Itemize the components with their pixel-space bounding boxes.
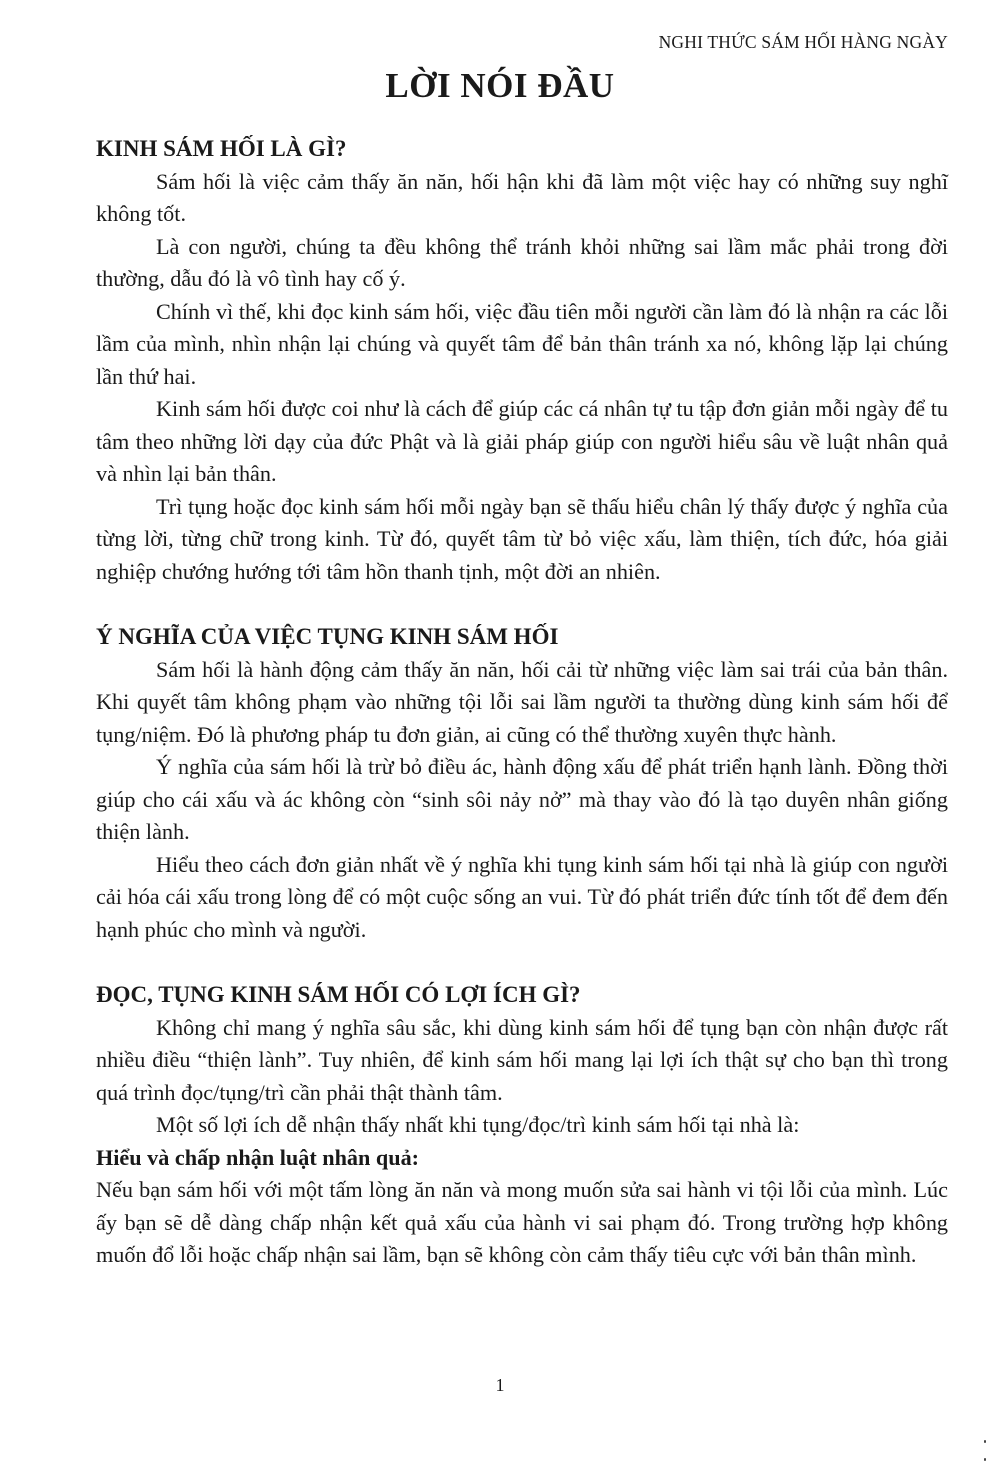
paragraph: Chính vì thế, khi đọc kinh sám hối, việc đầu tiên mỗi người cần làm đó là nhận ra các lỗi lầm của mình, nhìn nhận lại chúng và quyết tâm để bản thân tránh xa nó, không lặp lại chúng lần thứ hai. [96, 298, 948, 389]
section-what-is-repentance-sutra [96, 133, 948, 588]
page-number: 1 [495, 1375, 505, 1395]
section-meaning-of-chanting [96, 621, 948, 946]
scan-mark [984, 1440, 986, 1443]
paragraph: Sám hối là việc cảm thấy ăn năn, hối hận khi đã làm một việc hay có những suy nghĩ không tốt. [96, 168, 948, 226]
paragraph: Sám hối là hành động cảm thấy ăn năn, hối cải từ những việc làm sai trái của bản thân. Khi quyết tâm không phạm vào những tội lỗi sai lầm người ta thường dùng kinh sám hối để tụng/niệm. Đó là phương pháp tu đơn giản, ai cũng có thể thường xuyên thực hành. [96, 656, 948, 747]
section-heading: KINH SÁM HỐI LÀ GÌ? [96, 136, 347, 161]
paragraph: Hiểu theo cách đơn giản nhất về ý nghĩa khi tụng kinh sám hối tại nhà là giúp con người cải hóa cái xấu trong lòng để có một cuộc sống an vui. Từ đó phát triển đức tính tốt để đem đến hạnh phúc cho mình và người. [96, 851, 948, 942]
section-heading: ĐỌC, TỤNG KINH SÁM HỐI CÓ LỢI ÍCH GÌ? [96, 982, 581, 1007]
paragraph: Không chỉ mang ý nghĩa sâu sắc, khi dùng kinh sám hối để tụng bạn còn nhận được rất nhiều điều “thiện lành”. Tuy nhiên, để kinh sám hối mang lại lợi ích thật sự cho bạn thì trong quá trình đọc/tụng/trì cần phải thật thành tâm. [96, 1014, 948, 1105]
running-header: NGHI THỨC SÁM HỐI HÀNG NGÀY [658, 32, 948, 52]
section-benefits [96, 979, 948, 1272]
document-body [96, 133, 948, 1272]
paragraph: Một số lợi ích dễ nhận thấy nhất khi tụng/đọc/trì kinh sám hối tại nhà là: [156, 1112, 800, 1137]
paragraph: Ý nghĩa của sám hối là trừ bỏ điều ác, hành động xấu để phát triển hạnh lành. Đồng thời giúp cho cái xấu và ác không còn “sinh sôi nảy nở” mà thay vào đó là tạo duyên nhân giống thiện lành. [96, 754, 948, 844]
paragraph: Là con người, chúng ta đều không thể tránh khỏi những sai lầm mắc phải trong đời thường, dẫu đó là vô tình hay cố ý. [96, 233, 948, 291]
page-title: LỜI NÓI ĐẦU [385, 66, 615, 105]
subheading: Hiểu và chấp nhận luật nhân quả: [96, 1144, 420, 1170]
paragraph: Kinh sám hối được coi như là cách để giúp các cá nhân tự tu tập đơn giản mỗi ngày để tu tâm theo những lời dạy của đức Phật và là giải pháp giúp con người hiểu sâu về luật nhân quả và nhìn lại bản thân. [96, 396, 948, 486]
paragraph: Nếu bạn sám hối với một tấm lòng ăn năn và mong muốn sửa sai hành vi tội lỗi của mình. Lúc ấy bạn sẽ dễ dàng chấp nhận kết quả xấu của hành vi sai phạm đó. Trong trường hợp không muốn đổ lỗi hoặc chấp nhận sai lầm, bạn sẽ không còn cảm thấy tiêu cực với bản thân mình. [96, 1177, 948, 1267]
paragraph: Trì tụng hoặc đọc kinh sám hối mỗi ngày bạn sẽ thấu hiểu chân lý thấy được ý nghĩa của từng lời, từng chữ trong kinh. Từ đó, quyết tâm từ bỏ việc xấu, làm thiện, tích đức, hóa giải nghiệp chướng hướng tới tâm hồn thanh tịnh, một đời an nhiên. [96, 493, 948, 584]
section-heading: Ý NGHĨA CỦA VIỆC TỤNG KINH SÁM HỐI [96, 624, 559, 649]
scan-mark [984, 1458, 986, 1461]
